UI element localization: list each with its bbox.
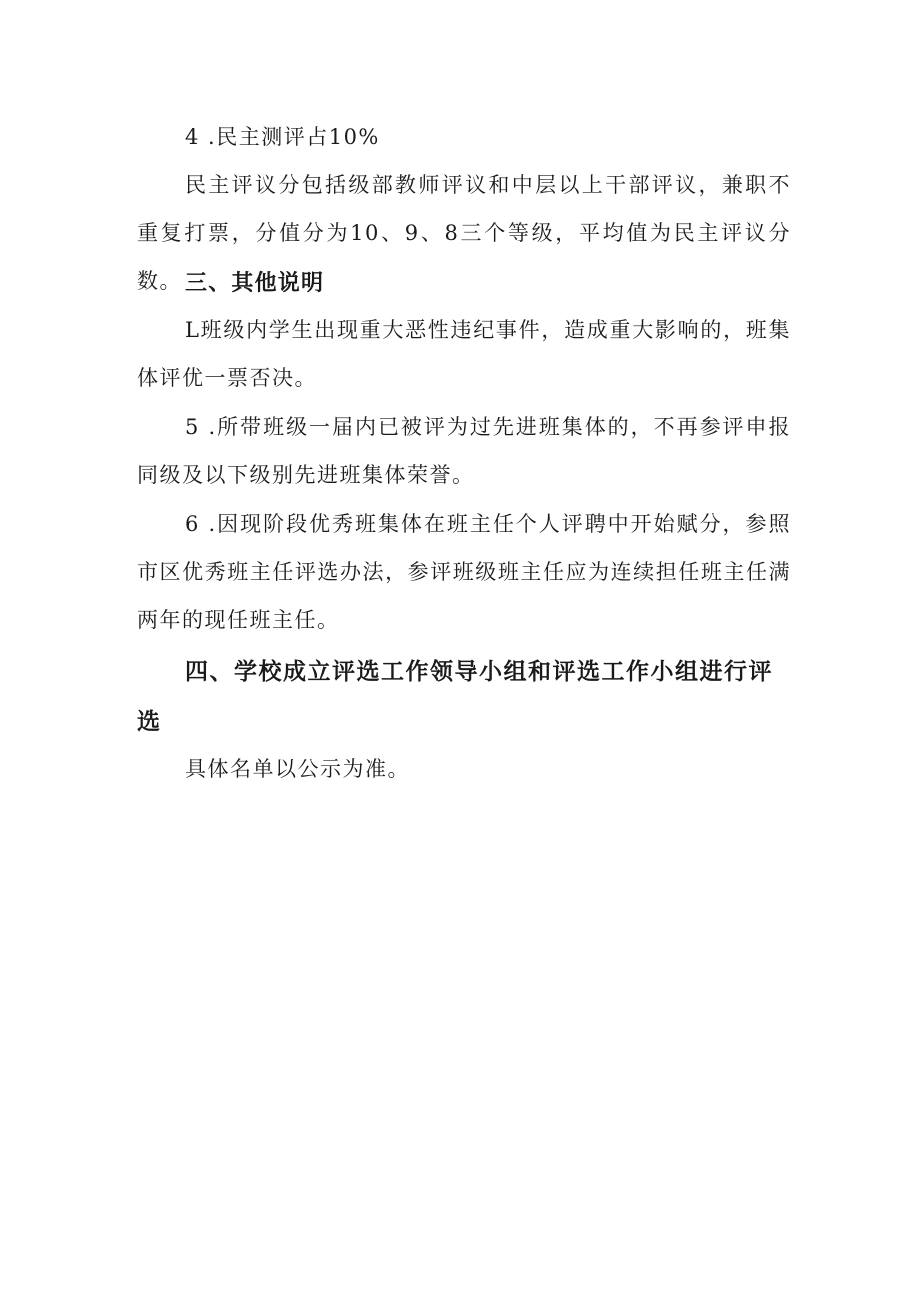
section-3-item-6: 6 .因现阶段优秀班集体在班主任个人评聘中开始赋分，参照市区优秀班主任评选办法，参评班级班主任应为连续担任班主任满两年的现任班主任。 — [137, 512, 791, 632]
item-4-title: 4 .民主测评占10% — [185, 125, 380, 149]
section-3-item-5: 5 .所带班级一届内已被评为过先进班集体的，不再参评申报同级及以下级别先进班集体荣誉。 — [137, 415, 791, 487]
section-3-item-l: L班级内学生出现重大恶性违纪事件，造成重大影响的，班集体评优一票否决。 — [137, 318, 791, 390]
section-3-heading: 三、其他说明 — [185, 271, 325, 296]
section-4-body: 具体名单以公示为准。 — [185, 757, 410, 781]
item-4-body: 民主评议分包括级部教师评议和中层以上干部评议，兼职不重复打票，分值分为10、9、8三个等级，平均值为民主评议分数。 — [137, 173, 791, 293]
section-4-heading: 四、学校成立评选工作领导小组和评选工作小组进行评选 — [137, 659, 773, 735]
